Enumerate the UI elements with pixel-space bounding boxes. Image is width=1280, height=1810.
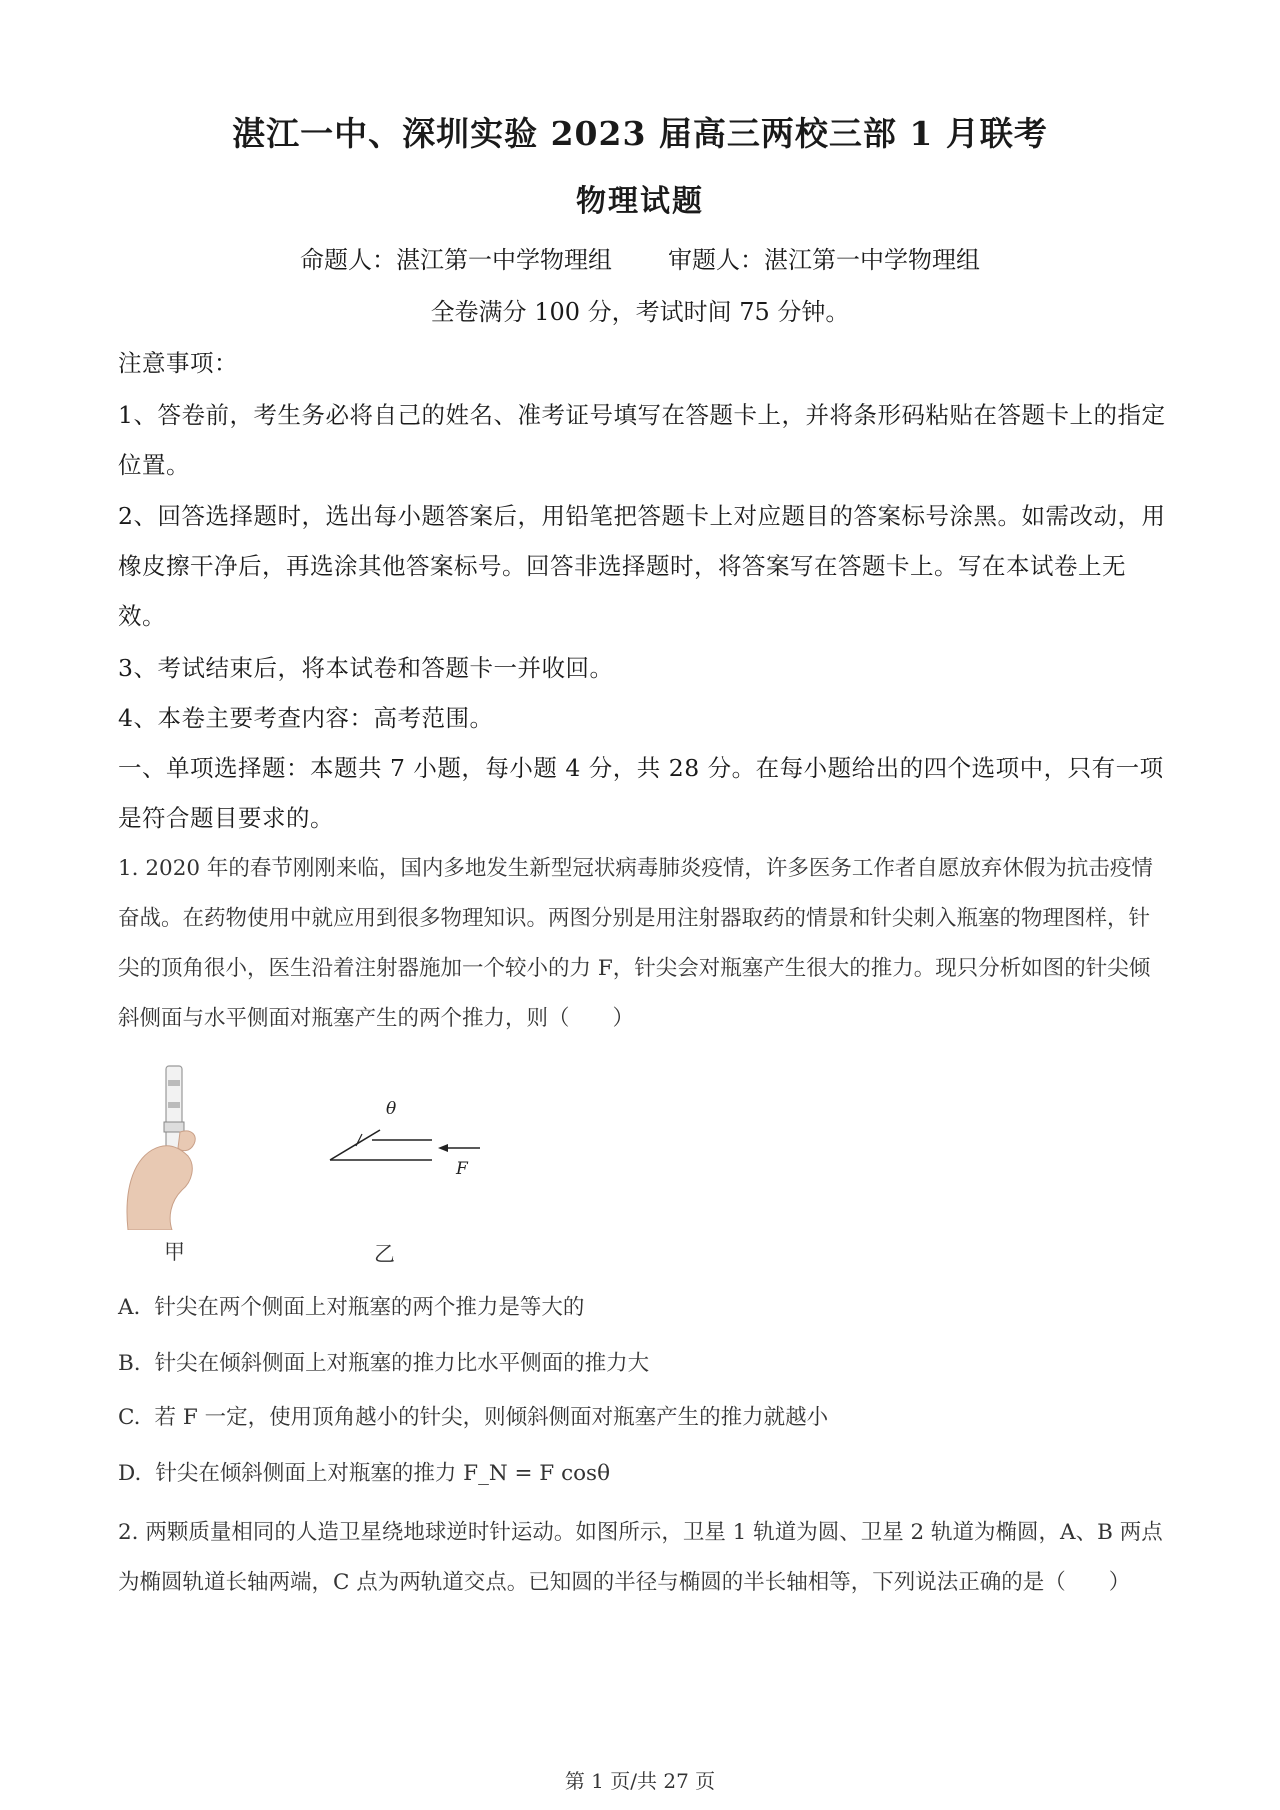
- notice-item-4: 4、本卷主要考查内容：高考范围。: [118, 704, 494, 732]
- option-c: [118, 1400, 1170, 1431]
- notice-heading: 注意事项：: [118, 349, 238, 377]
- exam-title: 湛江一中、深圳实验 2023 届高三两校三部 1 月联考: [232, 114, 1048, 153]
- option-a-text: 针尖在两个侧面上对瓶塞的两个推力是等大的: [154, 1295, 585, 1320]
- option-a-letter: A.: [118, 1295, 141, 1320]
- question-2-stem: 2. 两颗质量相同的人造卫星绕地球逆时针运动。如图所示，卫星 1 轨道为圆、卫星 2 轨道为椭圆，A、B 两点为椭圆轨道长轴两端，C 点为两轨道交点。已知圆的半径与椭圆的半长轴相等，下列说法正确的是（ ）: [118, 1520, 1163, 1595]
- setter-text: 命题人：湛江第一中学物理组: [300, 246, 612, 274]
- option-d: [118, 1456, 1170, 1487]
- figure-label-jia: 甲: [164, 1240, 185, 1264]
- page-footer: 第 1 页/共 27 页: [564, 1769, 716, 1793]
- needle-tip-diagram: [320, 1090, 500, 1185]
- figure-label-yi: 乙: [374, 1242, 395, 1266]
- section-heading: 一、单项选择题：本题共 7 小题，每小题 4 分，共 28 分。在每小题给出的四个选项中，只有一项是符合题目要求的。: [118, 754, 1164, 832]
- option-b: [118, 1346, 1170, 1377]
- notice-item-1: 1、答卷前，考生务必将自己的姓名、准考证号填写在答题卡上，并将条形码粘贴在答题卡上的指定位置。: [118, 401, 1166, 479]
- theta-label: θ: [386, 1099, 397, 1119]
- score-time-text: 全卷满分 100 分，考试时间 75 分钟。: [430, 298, 850, 326]
- slanted-face-line: [330, 1130, 380, 1160]
- option-d-letter: D.: [118, 1461, 142, 1486]
- option-b-text: 针尖在倾斜侧面上对瓶塞的推力比水平侧面的推力大: [154, 1351, 650, 1376]
- authors-line: [0, 240, 1280, 275]
- force-label: F: [456, 1159, 468, 1179]
- syringe-photo: [122, 1062, 222, 1230]
- notice-item-3: 3、考试结束后，将本试卷和答题卡一并收回。: [118, 654, 614, 682]
- notice-item-2: 2、回答选择题时，选出每小题答案后，用铅笔把答题卡上对应题目的答案标号涂黑。如需改动，用橡皮擦干净后，再选涂其他答案标号。回答非选择题时，将答案写在答题卡上。写在本试卷上无效。: [118, 502, 1166, 630]
- option-d-text: 针尖在倾斜侧面上对瓶塞的推力 F_N = F cosθ: [155, 1461, 611, 1486]
- option-b-letter: B.: [118, 1351, 141, 1376]
- arrow-head-icon: [438, 1144, 448, 1152]
- exam-subtitle: 物理试题: [576, 184, 704, 219]
- reviewer-text: 审题人：湛江第一中学物理组: [668, 246, 980, 274]
- question-1-stem: 1. 2020 年的春节刚刚来临，国内多地发生新型冠状病毒肺炎疫情，许多医务工作者自愿放弃休假为抗击疫情奋战。在药物使用中就应用到很多物理知识。两图分别是用注射器取药的情景和针尖刺入瓶塞的物理图样，针尖的顶角很小，医生沿着注射器施加一个较小的力 F，针尖会对瓶塞产生很大的推力。现只分析如图的针尖倾斜侧面与水平侧面对瓶塞产生的两个推力，则（ ）: [118, 856, 1153, 1031]
- option-c-text: 若 F 一定，使用顶角越小的针尖，则倾斜侧面对瓶塞产生的推力就越小: [154, 1405, 829, 1430]
- option-a: [118, 1290, 1170, 1321]
- option-c-letter: C.: [118, 1405, 141, 1430]
